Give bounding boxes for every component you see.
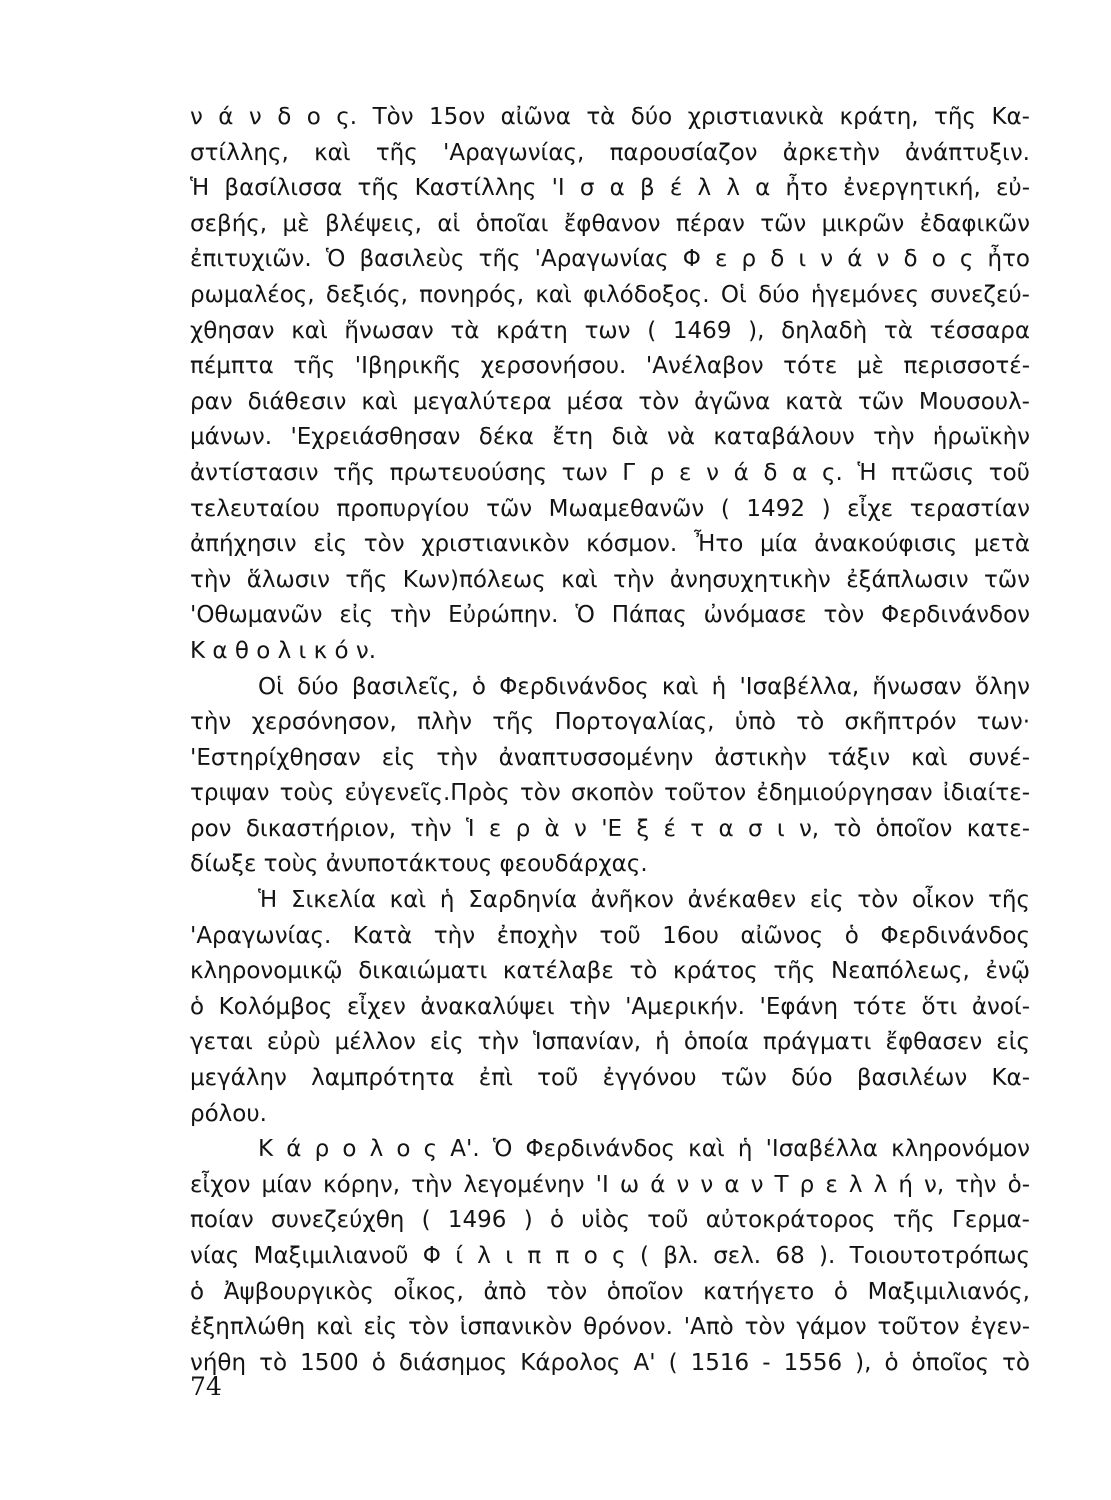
text-line: ἐξηπλώθη καὶ εἰς τὸν ἱσπανικὸν θρόνον. 'Απὸ τὸν γάμον τοῦτον ἐγεν- [190, 1314, 1030, 1341]
text-line: ρόλου. [190, 1100, 267, 1127]
text-line: ὁ Ἀψβουργικὸς οἶκος, ἀπὸ τὸν ὁποῖον κατήγετο ὁ Μαξιμιλιανός, [190, 1278, 1030, 1305]
text-line: ἐπιτυχιῶν. Ὁ βασιλεὺς τῆς 'Αραγωνίας Φ ε ρ δ ι ν ά ν δ ο ς ἦτο [190, 246, 1030, 273]
text-line: σεβής, μὲ βλέψεις, αἱ ὁποῖαι ἔφθανον πέραν τῶν μικρῶν ἐδαφικῶν [190, 210, 1030, 237]
text-line: μάνων. 'Εχρειάσθησαν δέκα ἔτη διὰ νὰ καταβάλουν τὴν ἡρωϊκὴν [190, 424, 1030, 451]
text-line: ρον δικαστήριον, τὴν Ἱ ε ρ ὰ ν 'Ε ξ έ τ α σ ι ν, τὸ ὁποῖον κατε- [190, 815, 1030, 842]
text-line: τελευταίου προπυργίου τῶν Μωαμεθανῶν ( 1492 ) εἶχε τεραστίαν [190, 495, 1030, 522]
text-line: ραν διάθεσιν καὶ μεγαλύτερα μέσα τὸν ἀγῶνα κατὰ τῶν Μουσουλ- [190, 388, 1030, 415]
paragraph-start-line: Κ ά ρ ο λ ο ς Α'. Ὁ Φερδινάνδος καὶ ἡ 'Ισαβέλλα κληρονόμον [258, 1136, 1030, 1163]
text-line: Ἡ βασίλισσα τῆς Καστίλλης 'Ι σ α β έ λ λ α ἦτο ἐνεργητική, εὐ- [190, 175, 1030, 202]
page-number: 74 [190, 1372, 222, 1401]
text-line: Κ α θ ο λ ι κ ό ν. [190, 637, 377, 664]
text-line: 'Αραγωνίας. Κατὰ τὴν ἐποχὴν τοῦ 16ου αἰῶνος ὁ Φερδινάνδος [190, 922, 1030, 949]
text-line: κληρονομικῷ δικαιώματι κατέλαβε τὸ κράτος τῆς Νεαπόλεως, ἐνῷ [190, 958, 1030, 985]
text-line: ρωμαλέος, δεξιός, πονηρός, καὶ φιλόδοξος. Οἱ δύο ἡγεμόνες συνεζεύ- [190, 281, 1030, 308]
text-line: νήθη τὸ 1500 ὁ διάσημος Κάρολος Α' ( 1516 - 1556 ), ὁ ὁποῖος τὸ [190, 1349, 1030, 1376]
text-line: δίωξε τοὺς ἀνυποτάκτους φεουδάρχας. [190, 851, 648, 878]
text-line: πέμπτα τῆς 'Ιβηρικῆς χερσονήσου. 'Ανέλαβον τότε μὲ περισσοτέ- [190, 353, 1030, 380]
text-line: εἶχον μίαν κόρην, τὴν λεγομένην 'Ι ω ά ν ν α ν Τ ρ ε λ λ ή ν, τὴν ὁ- [190, 1171, 1030, 1198]
text-line: ν ά ν δ ο ς. Τὸν 15ον αἰῶνα τὰ δύο χριστιανικὰ κράτη, τῆς Κα- [190, 104, 1030, 130]
text-line: γεται εὐρὺ μέλλον εἰς τὴν Ἱσπανίαν, ἡ ὁποία πράγματι ἔφθασεν εἰς [190, 1029, 1030, 1056]
text-line: 'Οθωμανῶν εἰς τὴν Εὐρώπην. Ὁ Πάπας ὠνόμασε τὸν Φερδινάνδον [190, 602, 1030, 629]
paragraph-start-line: Οἱ δύο βασιλεῖς, ὁ Φερδινάνδος καὶ ἡ 'Ισαβέλλα, ἥνωσαν ὅλην [258, 673, 1030, 700]
text-line: μεγάλην λαμπρότητα ἐπὶ τοῦ ἐγγόνου τῶν δύο βασιλέων Κα- [190, 1065, 1030, 1092]
body-text [190, 100, 1030, 1381]
paragraph-start-line: Ἡ Σικελία καὶ ἡ Σαρδηνία ἀνῆκον ἀνέκαθεν εἰς τὸν οἶκον τῆς [258, 887, 1030, 914]
text-line: τριψαν τοὺς εὐγενεῖς.Πρὸς τὸν σκοπὸν τοῦτον ἐδημιούργησαν ἰδιαίτε- [190, 780, 1030, 807]
text-line: τὴν χερσόνησον, πλὴν τῆς Πορτογαλίας, ὑπὸ τὸ σκῆπτρόν των· [190, 709, 1030, 736]
text-line: στίλλης, καὶ τῆς 'Αραγωνίας, παρουσίαζον ἀρκετὴν ἀνάπτυξιν. [190, 139, 1030, 166]
text-line: ποίαν συνεζεύχθη ( 1496 ) ὁ υἱὸς τοῦ αὐτοκράτορος τῆς Γερμα- [190, 1207, 1030, 1234]
text-line: 'Εστηρίχθησαν εἰς τὴν ἀναπτυσσομένην ἀστικὴν τάξιν καὶ συνέ- [190, 744, 1030, 771]
text-line: χθησαν καὶ ἥνωσαν τὰ κράτη των ( 1469 ), δηλαδὴ τὰ τέσσαρα [190, 317, 1030, 344]
text-line: ἀπήχησιν εἰς τὸν χριστιανικὸν κόσμον. Ἦτο μία ἀνακούφισις μετὰ [190, 531, 1030, 558]
text-line: τὴν ἅλωσιν τῆς Κων)πόλεως καὶ τὴν ἀνησυχητικὴν ἐξάπλωσιν τῶν [190, 566, 1030, 593]
text-line: ὁ Κολόμβος εἶχεν ἀνακαλύψει τὴν 'Αμερικήν. 'Εφάνη τότε ὅτι ἀνοί- [190, 993, 1030, 1020]
text-line: ἀντίστασιν τῆς πρωτευούσης των Γ ρ ε ν ά δ α ς. Ἡ πτῶσις τοῦ [190, 459, 1030, 486]
text-line: νίας Μαξιμιλιανοῦ Φ ί λ ι π π ο ς ( βλ. σελ. 68 ). Τοιουτοτρόπως [190, 1243, 1030, 1269]
